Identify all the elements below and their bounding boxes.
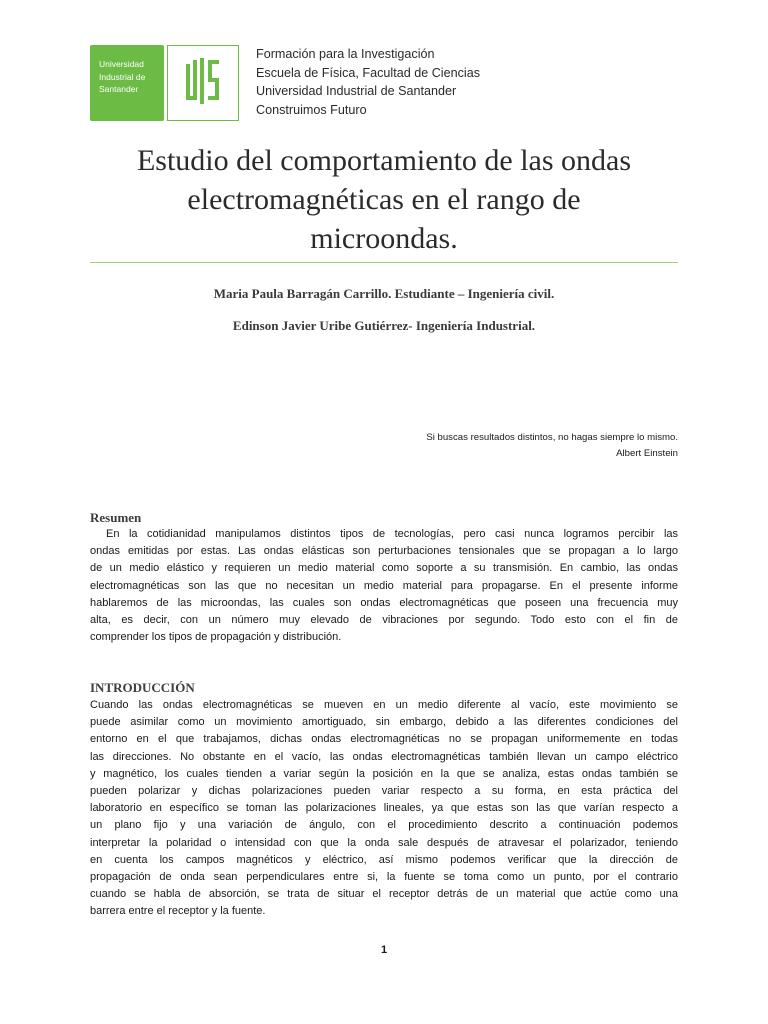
paragraph-line: propagación de onda sean perpendiculares entre si, la fuente se toma como un punto, por el contrario bbox=[90, 870, 678, 883]
paragraph-line: Cuando las ondas electromagnéticas se mueven en un medio diferente al vacío, este movimiento se bbox=[90, 699, 678, 711]
epigraph-quote: Si buscas resultados distintos, no hagas siempre lo mismo. bbox=[426, 432, 678, 443]
page-number: 1 bbox=[380, 944, 388, 956]
paragraph-line: y magnético, los cuales tienden a variar según la posición en la que se analiza, estas ondas también se bbox=[90, 767, 678, 780]
paragraph-line: laboratorio en específico se toman las polarizaciones lineales, ya que estas son las que varían respecto a bbox=[90, 802, 678, 815]
paragraph-line: comprender los tipos de propagación y distribución. bbox=[90, 631, 342, 644]
paragraph-line: barrera entre el receptor y la fuente. bbox=[90, 905, 266, 918]
paragraph-line: puede asimilar como un movimiento amortiguado, sin embargo, debido a las diferentes condiciones del bbox=[90, 716, 678, 729]
resumen-heading: Resumen bbox=[90, 510, 142, 525]
institution-header bbox=[256, 45, 480, 120]
paragraph-line: hablaremos de las microondas, las cuales son ondas electromagnéticas que poseen una frecuencia muy bbox=[90, 596, 678, 609]
title-line: electromagnéticas en el rango de bbox=[187, 183, 581, 216]
epigraph bbox=[426, 430, 678, 461]
paragraph-line: pueden polarizar y dichas polarizaciones pueden variar respecto a su forma, en esta práctica del bbox=[90, 784, 678, 797]
title-divider bbox=[90, 262, 678, 263]
paragraph-line: electromagnéticas son las que no necesitan un medio material para propagarse. En el presente informe bbox=[90, 579, 678, 592]
epigraph-author: Albert Einstein bbox=[616, 447, 678, 459]
paragraph-line: de un medio elástico y requieren un medio material como soporte a su transmisión. En cambio, las ondas bbox=[90, 562, 678, 575]
logo-line: Industrial de bbox=[99, 71, 146, 82]
university-name-text bbox=[99, 58, 159, 96]
paragraph-line: En la cotidianidad manipulamos distintos tipos de tecnologías, pero casi nunca logramos percibir las bbox=[106, 528, 678, 540]
paragraph-line: en cuenta los campos magnéticos y eléctrico, así mismo podemos verificar que la dirección de bbox=[90, 853, 678, 866]
paragraph-line: las direcciones. No obstante en el vacío, las ondas electromagnéticas también llevan un campo eléctrico bbox=[90, 750, 678, 763]
document-title bbox=[80, 141, 688, 258]
author-2: Edinson Javier Uribe Gutiérrez- Ingeniería Industrial. bbox=[232, 318, 536, 333]
author-1: Maria Paula Barragán Carrillo. Estudiante – Ingeniería civil. bbox=[213, 286, 555, 301]
paragraph-line: entorno en el que trabajamos, dichas ondas electromagnéticas no se propagan uniformemente en todas bbox=[90, 733, 678, 746]
introduccion-body bbox=[90, 697, 678, 920]
header-line: Formación para la Investigación bbox=[256, 47, 435, 61]
logo-line: Santander bbox=[99, 84, 139, 94]
introduccion-heading: INTRODUCCIÓN bbox=[90, 680, 195, 695]
university-logo bbox=[90, 45, 164, 121]
title-line: Estudio del comportamiento de las ondas bbox=[136, 144, 632, 177]
uis-monogram-icon bbox=[167, 45, 239, 121]
paragraph-line: cuando se habla de absorción, se trata de situar el receptor detrás de un material que actúe como una bbox=[90, 888, 678, 901]
paragraph-line: interpretar la polaridad o intensidad con que la onda sale después de atravesar el polarizador, teniendo bbox=[90, 836, 678, 849]
uis-monogram-svg bbox=[168, 46, 237, 119]
paragraph-line: ondas emitidas por estas. Las ondas elásticas son perturbaciones tensionales que se propagan a lo largo bbox=[90, 545, 678, 558]
logo-line: Universidad bbox=[99, 59, 144, 69]
header-line: Construimos Futuro bbox=[256, 103, 367, 118]
paragraph-line: un plano fijo y una variación de ángulo, con el procedimiento descrito a continuación podemos bbox=[90, 819, 678, 832]
paragraph-line: alta, es decir, con un número muy elevado de vibraciones por segundo. Todo esto con el fin de bbox=[90, 613, 678, 626]
resumen-body bbox=[90, 526, 678, 646]
header-line: Universidad Industrial de Santander bbox=[256, 84, 457, 99]
title-line: microondas. bbox=[310, 222, 458, 255]
header-line: Escuela de Física, Facultad de Ciencias bbox=[256, 65, 481, 80]
